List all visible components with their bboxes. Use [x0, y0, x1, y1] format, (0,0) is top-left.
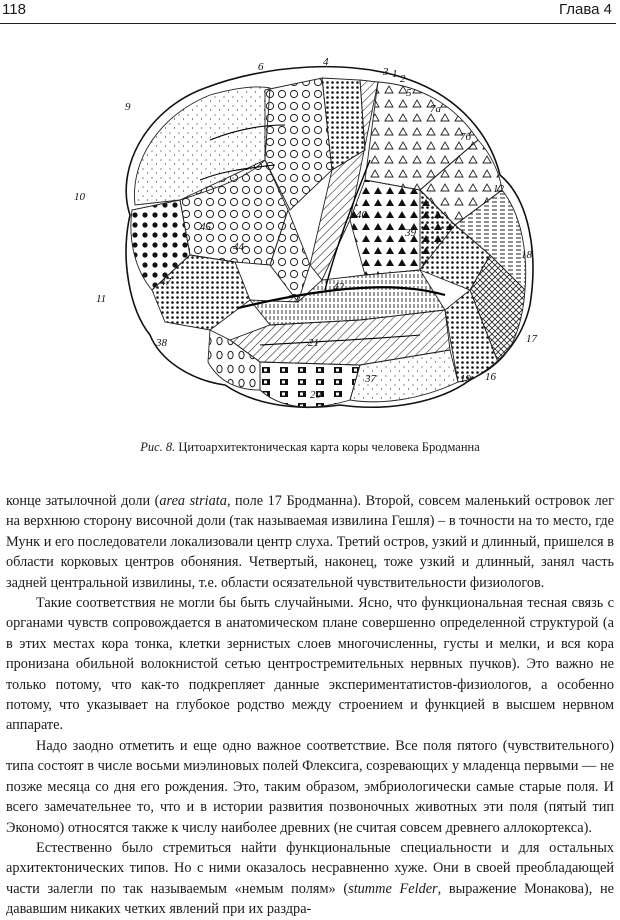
area-label-20: 20 [310, 389, 321, 401]
area-label-11: 11 [96, 293, 107, 305]
paragraph-4-rest: , выражение Монакова), не дававшим никаких четких явлений при их раздра- [6, 880, 614, 918]
area-label-7b: 7б [460, 131, 472, 143]
area-label-38: 38 [156, 337, 167, 349]
area-label-21: 21 [308, 337, 319, 349]
paragraph-4-start: Естественно было стремиться найти функциональные специальности и для остальных архитектонических типов. Но с ними оказалось несравненно хуже. Они в своей преобладающей части залегли по так называемым «немым полям» ( [6, 839, 614, 897]
figure-caption [0, 440, 620, 455]
area-label-12: 12 [493, 183, 504, 195]
area-label-39: 39 [405, 227, 416, 239]
paragraph-1-italic-term: area striata [159, 493, 227, 509]
area-label-44: 44 [233, 241, 244, 253]
area-label-37: 37 [365, 373, 376, 385]
area-label-6: 6 [258, 61, 264, 73]
area-label-4: 4 [323, 56, 329, 68]
area-label-42: 42 [333, 281, 344, 293]
paragraph-1-start: конце затылочной доли ( [6, 493, 160, 509]
area-label-17: 17 [526, 333, 537, 345]
area-label-47: 47 [160, 276, 171, 288]
body-text [6, 491, 614, 920]
area-label-7a: 7a [430, 103, 441, 115]
paragraph-3: Надо заодно отметить и еще одно важное соответствие. Все поля пятого (чувствительного) типа состоят в числе восьми миэлиновых полей Флексига, созревающих у младенца первыми — не позже месяца со дня его рождения. Это, таким образом, эмбриологически самые старые поля. И всего замечательнее то, что и в истории развития позвоночных животных эти поля (пятый тип Экономо) относятся также к числу наиболее древних (не считая совсем древнего аллокортекса). [6, 737, 614, 836]
header-rule [0, 23, 616, 24]
area-label-10: 10 [74, 191, 85, 203]
page-header [0, 0, 620, 26]
area-label-45: 45 [200, 221, 211, 233]
area-label-3: 3 [383, 66, 389, 78]
paragraph-4 [6, 838, 614, 920]
figure-caption-label: Рис. 8. [140, 440, 176, 454]
paragraph-1-rest: , поле 17 Бродманна). Второй, совсем маленький островок лег на верхнюю сторону височной доли (так называемая извилина Гешля) – в точности на то место, где Мунк и его последователи локализовали центр слуха. Третий остров, узкий и длинный, пришелся в области корковых центров обоняния. Четвертый, наконец, тоже узкий и длинный, занял часть задней центральной извилины, т.е. области осязательной чувствительности физиологов. [6, 493, 615, 591]
area-label-1: 1 [392, 68, 398, 80]
area-label-9: 9 [125, 101, 131, 113]
area-label-18: 18 [521, 249, 532, 261]
figure-caption-text: Цитоархитектоническая карта коры человека Бродманна [175, 440, 480, 454]
brodmann-brain-map-figure [60, 40, 560, 430]
area-label-22: 22 [288, 293, 299, 305]
paragraph-1 [6, 491, 614, 593]
area-label-19: 19 [460, 373, 471, 385]
area-label-16: 16 [485, 371, 496, 383]
area-label-2: 2 [400, 73, 406, 85]
paragraph-4-italic-term: stumme Felder [348, 880, 438, 897]
area-label-5: 5 [406, 87, 412, 99]
paragraph-2: Такие соответствия не могли бы быть случайными. Ясно, что функциональная тесная связь с органами чувств сопровождается в анатомическом плане совершенно определенной структурой (а в этих местах кора тонка, клетки зернистых слоев многочисленны, густы и мелки, и вся кора пронизана обильной волокнистой сетью центростремительных нервных пучков). Это важно не только потому, что как-то подкрепляет данные экспериментатистов-физиологов, а особенно потому, что указывает на глубокое родство между строением и функцией в высшем нервном аппарате. [6, 595, 614, 734]
page-number: 118 [2, 1, 26, 18]
area-label-40: 40 [356, 209, 367, 221]
chapter-title: Глава 4 [558, 1, 612, 18]
brain-map-illustration [60, 40, 560, 430]
